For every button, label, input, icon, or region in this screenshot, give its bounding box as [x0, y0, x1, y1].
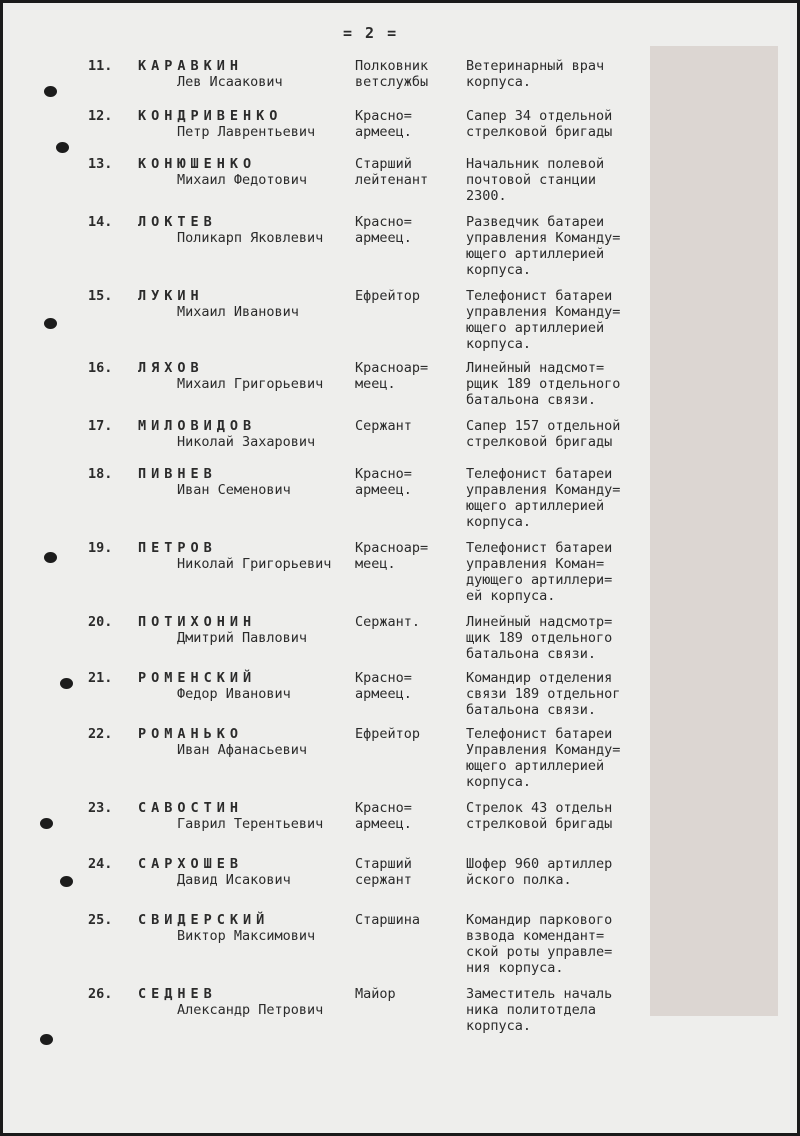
entry-number: 26. — [88, 986, 113, 1002]
rank-line-2: армеец. — [355, 230, 412, 246]
position-line: стрелковой бригады — [466, 434, 613, 450]
scan-border-top — [0, 0, 800, 3]
position-description — [466, 418, 650, 450]
position-line: связи 189 отдельног — [466, 686, 621, 702]
rank-line-2: лейтенант — [355, 172, 429, 188]
position-line: рщик 189 отдельного — [466, 376, 621, 392]
entry-number: 16. — [88, 360, 113, 376]
surname: КОНДРИВЕНКО — [138, 108, 283, 124]
given-name: Петр Лаврентьевич — [177, 124, 316, 140]
position-line: ющего артиллерией — [466, 246, 605, 262]
position-line: управления Коман= — [466, 556, 605, 572]
position-line: управления Команду= — [466, 482, 621, 498]
rank-line-2: меец. — [355, 376, 396, 392]
position-line: Командир отделения — [466, 670, 613, 686]
surname: РОМЕНСКИЙ — [138, 670, 257, 686]
entry-number: 21. — [88, 670, 113, 686]
entry-number: 15. — [88, 288, 113, 304]
position-line: Телефонист батареи — [466, 540, 613, 556]
punch-hole — [44, 86, 57, 97]
position-line: Ветеринарный врач — [466, 58, 605, 74]
punch-hole — [40, 818, 53, 829]
given-name: Давид Исакович — [177, 872, 291, 888]
rank-line-1: Старший — [355, 856, 412, 872]
given-name: Михаил Федотович — [177, 172, 308, 188]
position-description — [466, 156, 650, 204]
position-line: щик 189 отдельного — [466, 630, 613, 646]
entry-number: 11. — [88, 58, 113, 74]
position-line: Командир паркового — [466, 912, 613, 928]
rank-line-1: Красно= — [355, 108, 412, 124]
position-description — [466, 614, 650, 662]
given-name: Иван Семенович — [177, 482, 291, 498]
position-line: Управления Команду= — [466, 742, 621, 758]
position-line: корпуса. — [466, 262, 532, 278]
surname: ЛОКТЕВ — [138, 214, 217, 230]
entry-number: 20. — [88, 614, 113, 630]
position-line: Начальник полевой — [466, 156, 605, 172]
given-name: Лев Исаакович — [177, 74, 283, 90]
position-line: ника политотдела — [466, 1002, 597, 1018]
position-description — [466, 58, 650, 90]
punch-hole — [44, 552, 57, 563]
position-line: ющего артиллерией — [466, 758, 605, 774]
surname: СВИДЕРСКИЙ — [138, 912, 270, 928]
position-line: батальона связи. — [466, 392, 597, 408]
position-line: 2300. — [466, 188, 507, 204]
rank-line-2: ветслужбы — [355, 74, 429, 90]
rank-line-2: армеец. — [355, 816, 412, 832]
position-line: Линейный надсмот= — [466, 360, 605, 376]
scan-border-left — [0, 0, 3, 1136]
surname: РОМАНЬКО — [138, 726, 244, 742]
rank-line-1: Красноар= — [355, 360, 429, 376]
entry-number: 12. — [88, 108, 113, 124]
rank-line-1: Красно= — [355, 466, 412, 482]
position-line: корпуса. — [466, 336, 532, 352]
entry-number: 22. — [88, 726, 113, 742]
given-name: Александр Петрович — [177, 1002, 324, 1018]
rank-line-1: Полковник — [355, 58, 429, 74]
position-line: ской роты управле= — [466, 944, 613, 960]
position-description — [466, 986, 650, 1034]
punch-hole — [56, 142, 69, 153]
position-line: Сапер 157 отдельной — [466, 418, 621, 434]
rank-line-1: Старший — [355, 156, 412, 172]
rank-line-1: Красно= — [355, 214, 412, 230]
position-line: корпуса. — [466, 74, 532, 90]
surname: ПЕТРОВ — [138, 540, 217, 556]
punch-hole — [60, 876, 73, 887]
entry-number: 18. — [88, 466, 113, 482]
position-line: батальона связи. — [466, 702, 597, 718]
position-line: ей корпуса. — [466, 588, 556, 604]
surname: ПИВНЕВ — [138, 466, 217, 482]
position-line: батальона связи. — [466, 646, 597, 662]
entry-number: 24. — [88, 856, 113, 872]
entry-number: 17. — [88, 418, 113, 434]
page-number: = 2 = — [343, 24, 399, 42]
position-line: Телефонист батареи — [466, 466, 613, 482]
position-line: взвода комендант= — [466, 928, 605, 944]
given-name: Николай Захарович — [177, 434, 316, 450]
position-line: управления Команду= — [466, 304, 621, 320]
surname: МИЛОВИДОВ — [138, 418, 257, 434]
position-line: Заместитель началь — [466, 986, 613, 1002]
punch-hole — [40, 1034, 53, 1045]
given-name: Михаил Григорьевич — [177, 376, 324, 392]
rank-line-2: армеец. — [355, 124, 412, 140]
rank-line-1: Сержант — [355, 418, 412, 434]
entry-number: 23. — [88, 800, 113, 816]
rank-line-2: сержант — [355, 872, 412, 888]
rank-line-1: Ефрейтор — [355, 288, 421, 304]
position-line: Телефонист батареи — [466, 288, 613, 304]
rank-line-1: Старшина — [355, 912, 421, 928]
position-line: йского полка. — [466, 872, 572, 888]
position-description — [466, 214, 650, 278]
position-description — [466, 800, 650, 832]
surname: ЛУКИН — [138, 288, 204, 304]
rank-line-1: Красноар= — [355, 540, 429, 556]
surname: САРХОШЕВ — [138, 856, 244, 872]
surname: КОНЮШЕНКО — [138, 156, 257, 172]
given-name: Федор Иванович — [177, 686, 291, 702]
position-line: Стрелок 43 отдельн — [466, 800, 613, 816]
surname: СЕДНЕВ — [138, 986, 217, 1002]
rank-line-2: меец. — [355, 556, 396, 572]
entry-number: 14. — [88, 214, 113, 230]
position-line: дующего артиллери= — [466, 572, 613, 588]
surname: ПОТИХОНИН — [138, 614, 257, 630]
position-line: ющего артиллерией — [466, 320, 605, 336]
position-description — [466, 466, 650, 530]
position-line: Телефонист батареи — [466, 726, 613, 742]
rank-line-1: Сержант. — [355, 614, 421, 630]
position-description — [466, 670, 650, 718]
position-line: почтовой станции — [466, 172, 597, 188]
position-line: управления Команду= — [466, 230, 621, 246]
position-line: Сапер 34 отдельной — [466, 108, 613, 124]
position-line: Шофер 960 артиллер — [466, 856, 613, 872]
position-description — [466, 856, 650, 888]
position-line: корпуса. — [466, 774, 532, 790]
given-name: Виктор Максимович — [177, 928, 316, 944]
punch-hole — [44, 318, 57, 329]
surname: КАРАВКИН — [138, 58, 244, 74]
position-line: корпуса. — [466, 514, 532, 530]
given-name: Поликарп Яковлевич — [177, 230, 324, 246]
position-line: корпуса. — [466, 1018, 532, 1034]
rank-line-1: Красно= — [355, 800, 412, 816]
position-description — [466, 360, 650, 408]
position-line: Линейный надсмотр= — [466, 614, 613, 630]
given-name: Николай Григорьевич — [177, 556, 332, 572]
position-line: Разведчик батареи — [466, 214, 605, 230]
surname: САВОСТИН — [138, 800, 244, 816]
given-name: Михаил Иванович — [177, 304, 299, 320]
rank-line-2: армеец. — [355, 482, 412, 498]
surname: ЛЯХОВ — [138, 360, 204, 376]
position-line: ния корпуса. — [466, 960, 564, 976]
rank-line-1: Ефрейтор — [355, 726, 421, 742]
position-description — [466, 912, 650, 976]
given-name: Дмитрий Павлович — [177, 630, 308, 646]
rank-line-2: армеец. — [355, 686, 412, 702]
position-description — [466, 108, 650, 140]
position-description — [466, 540, 650, 604]
position-description — [466, 726, 650, 790]
entry-number: 13. — [88, 156, 113, 172]
redaction-panel — [650, 46, 778, 1016]
entry-number: 25. — [88, 912, 113, 928]
rank-line-1: Красно= — [355, 670, 412, 686]
given-name: Гаврил Терентьевич — [177, 816, 324, 832]
rank-line-1: Майор — [355, 986, 396, 1002]
given-name: Иван Афанасьевич — [177, 742, 308, 758]
position-line: стрелковой бригады — [466, 816, 613, 832]
position-line: ющего артиллерией — [466, 498, 605, 514]
punch-hole — [60, 678, 73, 689]
position-line: стрелковой бригады — [466, 124, 613, 140]
entry-number: 19. — [88, 540, 113, 556]
position-description — [466, 288, 650, 352]
